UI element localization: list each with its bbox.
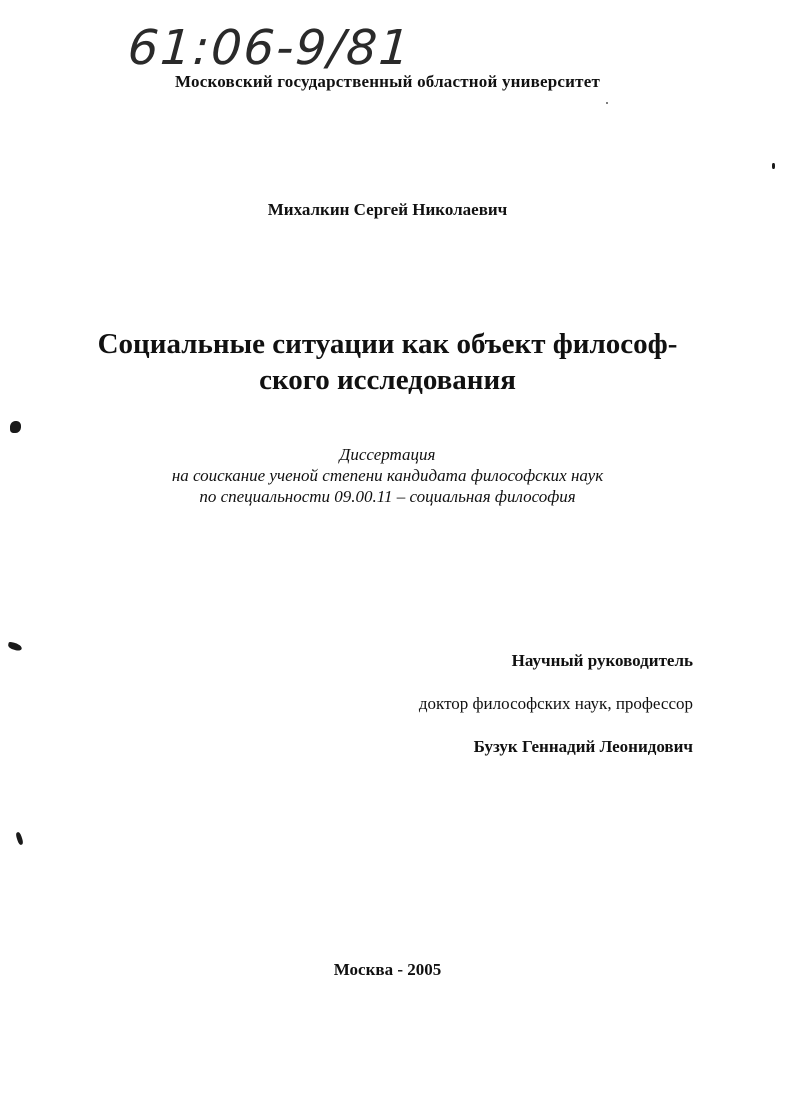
supervisor-degree: доктор философских наук, профессор [418, 694, 693, 713]
document-type-block [0, 444, 775, 507]
dissertation-title [0, 326, 775, 398]
specialty-description: по специальности 09.00.11 – социальная философия [199, 487, 576, 506]
supervisor-heading: Научный руководитель [511, 651, 693, 670]
document-type-label: Диссертация [339, 445, 436, 464]
degree-description: на соискание ученой степени кандидата философских наук [171, 466, 604, 485]
university-name: Московский государственный областной университет [174, 72, 601, 91]
scan-artifact-mark [15, 832, 24, 846]
handwritten-catalog-code: 61:06-9/81 [126, 20, 414, 76]
dissertation-title-line-2: ского исследования [259, 364, 516, 396]
scan-artifact-mark [10, 421, 21, 433]
dissertation-title-line-1: Социальные ситуации как объект философ- [97, 328, 678, 360]
scan-artifact-mark [772, 163, 775, 169]
supervisor-name: Бузук Геннадий Леонидович [473, 737, 693, 756]
author-name: Михалкин Сергей Николаевич [267, 200, 508, 219]
scan-artifact-dot [606, 102, 608, 104]
city-and-year: Москва - 2005 [333, 960, 442, 979]
scan-artifact-mark [7, 642, 22, 652]
